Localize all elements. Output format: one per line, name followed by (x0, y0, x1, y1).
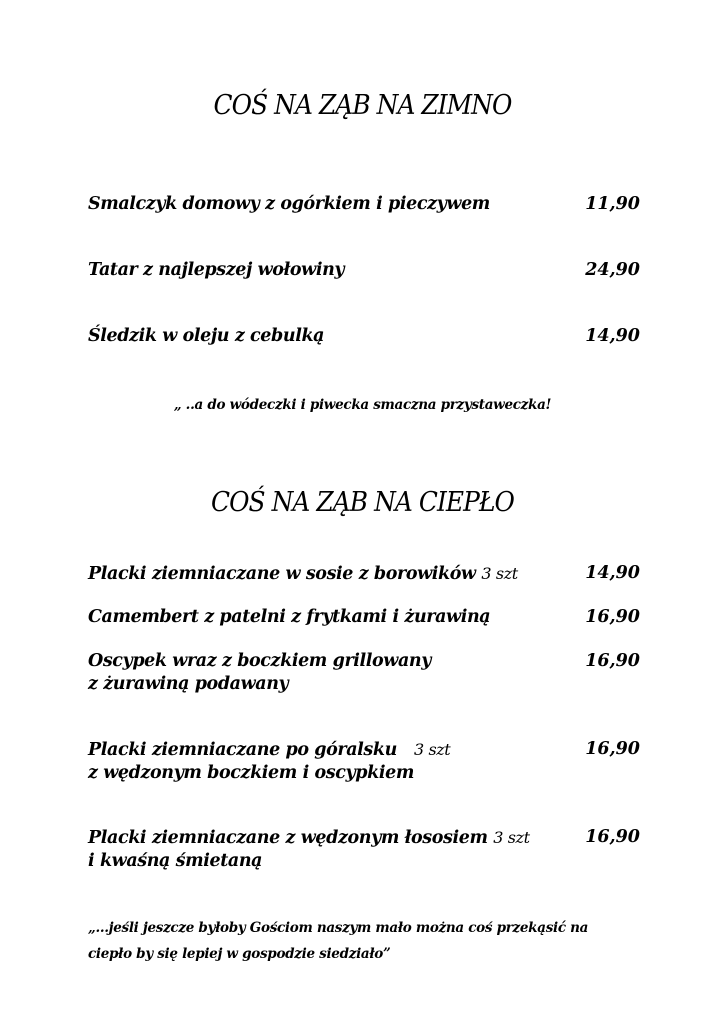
menu-item-tatar (88, 259, 640, 282)
item-name (88, 738, 640, 762)
menu-item-placki-losos (88, 826, 640, 873)
hot-section-title: COŚ NA ZĄB NA CIEPŁO (210, 487, 515, 518)
menu-item-smalczyk (88, 193, 640, 216)
item-price: 14,90 (585, 563, 640, 583)
item-name: Tatar z najlepszej wołowiny (88, 260, 345, 280)
cold-section-note: „ ..a do wódeczki i piwecka smaczna przystaweczka! (173, 397, 552, 413)
item-price: 16,90 (585, 651, 640, 671)
menu-item-camembert (88, 606, 640, 629)
item-name: Oscypek wraz z boczkiem grillowany (88, 651, 431, 671)
item-name-line2: i kwaśną śmietaną (88, 851, 263, 871)
item-name (88, 826, 640, 850)
item-name: Camembert z patelni z frytkami i żurawiną (88, 607, 491, 627)
item-name (88, 562, 640, 586)
menu-item-placki-borowiki (88, 562, 640, 586)
item-price: 16,90 (585, 827, 640, 847)
menu-item-placki-goralsku (88, 738, 640, 785)
hot-section-note (88, 915, 648, 967)
note-line-2: ciepło by się lepiej w gospodzie siedziało” (88, 946, 391, 962)
item-quantity: 3 szt (493, 828, 530, 847)
item-name-text: Placki ziemniaczane po góralsku (88, 740, 397, 760)
note-line-1: „…jeśli jeszcze byłoby Gościom naszym mało można coś przekąsić na (88, 920, 589, 936)
item-price: 24,90 (585, 260, 640, 280)
item-name: Śledzik w oleju z cebulką (88, 326, 325, 346)
cold-section-title: COŚ NA ZĄB NA ZIMNO (213, 90, 512, 121)
menu-item-oscypek (88, 650, 640, 696)
item-quantity: 3 szt (414, 740, 451, 759)
item-price: 16,90 (585, 607, 640, 627)
item-price: 14,90 (585, 326, 640, 346)
item-name-line2: z wędzonym boczkiem i oscypkiem (88, 763, 414, 783)
item-quantity: 3 szt (481, 564, 518, 583)
item-price: 11,90 (585, 194, 640, 214)
item-name-text: Placki ziemniaczane z wędzonym łososiem (88, 828, 488, 848)
item-name-text: Placki ziemniaczane w sosie z borowików (88, 564, 476, 584)
item-name-line2: z żurawiną podawany (88, 674, 289, 694)
item-price: 16,90 (585, 739, 640, 759)
item-name: Smalczyk domowy z ogórkiem i pieczywem (88, 194, 490, 214)
menu-item-sledzik (88, 325, 640, 348)
